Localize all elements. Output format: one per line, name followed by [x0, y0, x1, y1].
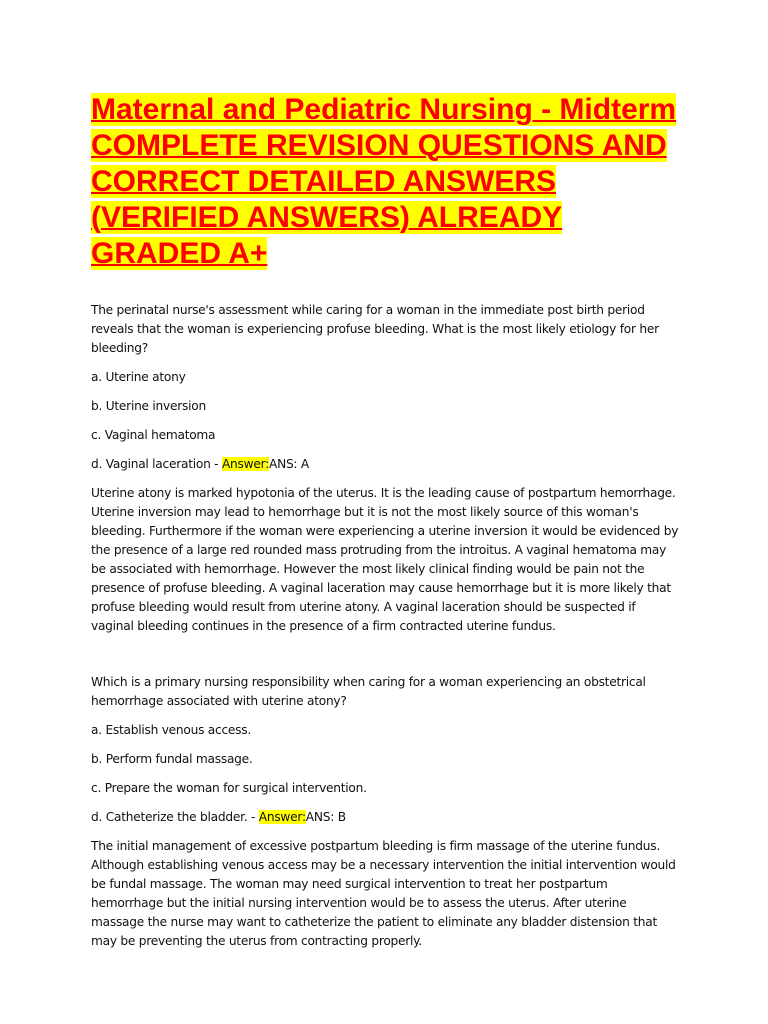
question-1-option-d-answer [91, 455, 681, 474]
question-1-option-d: d. Vaginal laceration - [91, 457, 222, 471]
question-separator [91, 636, 681, 673]
question-2-option-b: b. Perform fundal massage. [91, 752, 253, 766]
question-1-option-c: c. Vaginal hematoma [91, 428, 216, 442]
question-2-answer-value: ANS: B [305, 810, 346, 824]
question-1-option-a: a. Uterine atony [91, 370, 186, 384]
question-1-explanation: Uterine atony is marked hypotonia of the uterus. It is the leading cause of postpartum hemorrhage. Uterine inversion may lead to hemorrhage but it is not the most likely source of this woman's bleeding. Furthermore if the woman were experiencing a uterine inversion it would be evidenced by the presence of a large red rounded mass protruding from the introitus. A vaginal hematoma may be associated with hemorrhage. However the most likely clinical finding would be pain not the presence of profuse bleeding. A vaginal laceration may cause hemorrhage but it is more likely that profuse bleeding would result from uterine atony. A vaginal laceration should be suspected if vaginal bleeding continues in the presence of a firm contracted uterine fundus. [91, 486, 679, 633]
question-2-answer-label: Answer: [258, 810, 306, 824]
question-2-stem: Which is a primary nursing responsibility when caring for a woman experiencing an obstetrical hemorrhage associated with uterine atony? [91, 675, 646, 708]
question-1-answer-label: Answer: [221, 457, 269, 471]
question-2-explanation: The initial management of excessive postpartum bleeding is firm massage of the uterine fundus. Although establishing venous access may be a necessary intervention the initial intervention would be fundal massage. The woman may need surgical intervention to treat her postpartum hemorrhage but the initial nursing intervention would be to assess the uterus. After uterine massage the nurse may want to catheterize the patient to eliminate any bladder distension that may be preventing the uterus from contracting properly. [91, 839, 676, 948]
question-1-stem: The perinatal nurse's assessment while caring for a woman in the immediate post birth period reveals that the woman is experiencing profuse bleeding. What is the most likely etiology for her bleeding? [91, 303, 659, 355]
title-text: Maternal and Pediatric Nursing - Midterm COMPLETE REVISION QUESTIONS AND CORRECT DETAILED ANSWERS (VERIFIED ANSWERS) ALREADY GRADED A+ [91, 93, 677, 270]
question-1-option-b: b. Uterine inversion [91, 399, 206, 413]
document-title [91, 92, 691, 272]
document-body [91, 301, 681, 951]
question-2-option-d: d. Catheterize the bladder. - [91, 810, 259, 824]
question-2-option-a: a. Establish venous access. [91, 723, 252, 737]
question-2-option-c: c. Prepare the woman for surgical intervention. [91, 781, 367, 795]
question-1-answer-value: ANS: A [268, 457, 309, 471]
question-2-option-d-answer [91, 808, 681, 827]
